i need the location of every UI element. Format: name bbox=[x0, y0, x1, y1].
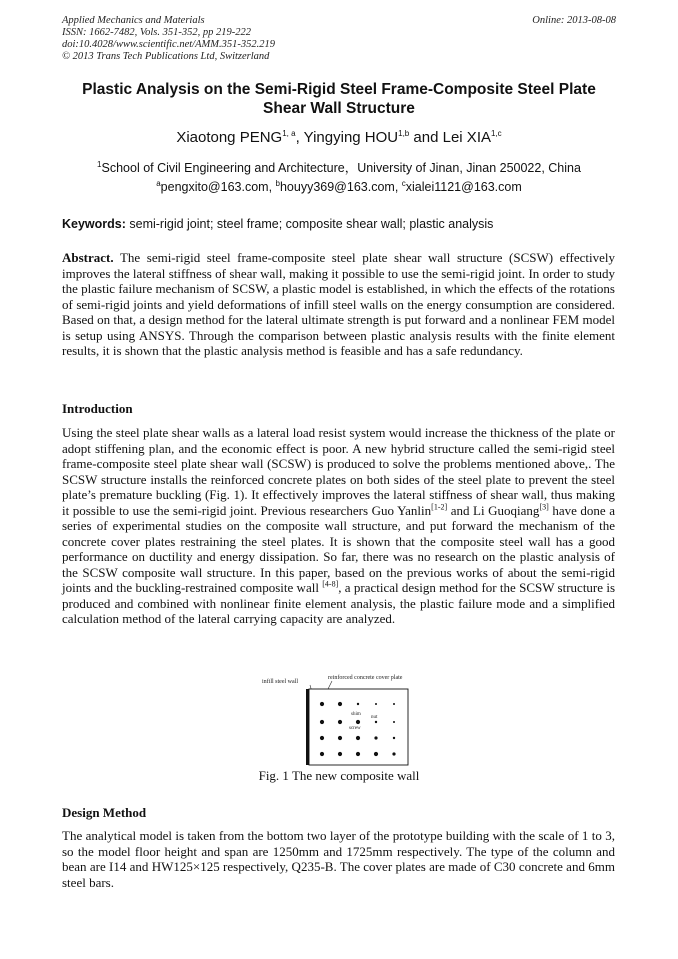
author-separator: , bbox=[295, 129, 304, 146]
author-list bbox=[62, 129, 616, 146]
email-mark: a bbox=[156, 178, 161, 188]
figure-label-screw: screw bbox=[349, 726, 361, 731]
abstract bbox=[62, 250, 615, 359]
intro-part-4: , a practical design method for the SCSW structure is produced and combined with nonlinear finite element analysis, the plastic failure mode and a simplified calculation method of the lateral carrying capacity are analyzed. bbox=[62, 580, 616, 626]
journal-name: Applied Mechanics and Materials bbox=[62, 15, 205, 26]
section-heading-design-method: Design Method bbox=[62, 805, 147, 820]
author-name: Yingying HOU bbox=[303, 129, 399, 146]
figure-label-cover: reinforced concrete cover plate bbox=[328, 675, 403, 681]
composite-wall-figure bbox=[262, 674, 422, 770]
infill-steel-wall bbox=[306, 689, 309, 765]
introduction-text bbox=[62, 425, 615, 627]
doi-line: doi:10.4028/www.scientific.net/AMM.351-352.219 bbox=[62, 39, 275, 50]
email-mark: c bbox=[401, 178, 406, 188]
leader-line bbox=[328, 681, 332, 689]
figure-caption: Fig. 1 The new composite wall bbox=[258, 768, 420, 783]
keywords-text: semi-rigid joint; steel frame; composite shear wall; plastic analysis bbox=[125, 217, 494, 231]
intro-part-3: have done a series of experimental studies on the composite wall structure, and put forward the mechanism of the concrete cover plates restraining the steel plates. It is shown that the composite steel wall has a good performance on ductility and energy dissipation. So far, there was no research on the plastic analysis of the SCSW composite wall structure. In this paper, based on the previous works of about the semi-rigid joints and the buckling-restrained composite wall bbox=[62, 502, 616, 595]
affiliation-mark: 1 bbox=[97, 159, 102, 169]
email-address[interactable]: houyy369@163.com, bbox=[279, 180, 402, 194]
affiliation-text: School of Civil Engineering and Architecture，University of Jinan, Jinan 250022, China bbox=[101, 161, 581, 175]
online-date: Online: 2013-08-08 bbox=[532, 15, 616, 26]
author-affil-mark: 1, a bbox=[282, 129, 296, 138]
author-and: and bbox=[409, 129, 443, 146]
figure-label-nut: nut bbox=[371, 715, 378, 720]
section-heading-introduction: Introduction bbox=[62, 401, 133, 416]
citation[interactable]: [3] bbox=[539, 502, 549, 512]
email-mark: b bbox=[275, 178, 280, 188]
figure-label-infill: infill steel wall bbox=[262, 679, 298, 685]
author-name: Lei XIA bbox=[442, 129, 491, 146]
email-address[interactable]: pengxito@163.com, bbox=[160, 180, 276, 194]
paper-title: Plastic Analysis on the Semi-Rigid Steel Frame-Composite Steel Plate Shear Wall Structure bbox=[82, 81, 596, 117]
author-name: Xiaotong PENG bbox=[176, 129, 283, 146]
author-affil-mark: 1,c bbox=[491, 129, 502, 138]
keywords-label: Keywords: bbox=[62, 217, 126, 231]
design-method-text: The analytical model is taken from the bottom two layer of the prototype building with the scale of 1 to 3, so the model floor height and span are 1250mm and 1725mm respectively. The type of the column and bean are I14 and HW125×125 respectively, Q235-B. The cover plates are made of C30 concrete and 6mm steel bars. bbox=[62, 828, 615, 890]
email-address[interactable]: xialei1121@163.com bbox=[405, 180, 522, 194]
abstract-label: Abstract. bbox=[62, 250, 114, 265]
issn-line: ISSN: 1662-7482, Vols. 351-352, pp 219-222 bbox=[62, 27, 251, 38]
email-list bbox=[62, 180, 616, 194]
figure-label-shim: shim bbox=[351, 712, 361, 717]
copyright-line: © 2013 Trans Tech Publications Ltd, Switzerland bbox=[62, 51, 270, 62]
citation[interactable]: [4-8] bbox=[322, 579, 339, 589]
author-affil-mark: 1,b bbox=[398, 129, 410, 138]
citation[interactable]: [1-2] bbox=[431, 502, 448, 512]
intro-part-2: and Li Guoqiang bbox=[447, 502, 540, 518]
intro-part-1: Using the steel plate shear walls as a lateral load resist system would increase the thickness of the plate or adopt stiffening plan, and the economic effect is poor. A new hybrid structure called the semi-rigid steel frame-composite steel plate shear wall (SCSW) is produced to solve the problems mentioned above,. The SCSW structure installs the reinforced concrete plates on both sides of the steel plate to prevent the steel plate’s premature buckling (Fig. 1). It effectively improves the lateral stiffness of shear wall, thus making it possible to use the semi-rigid joint. Previous researchers Guo Yanlin bbox=[62, 425, 615, 518]
affiliation bbox=[62, 158, 616, 176]
abstract-text: The semi-rigid steel frame-composite steel plate shear wall structure (SCSW) effectively improves the lateral stiffness of shear wall, making it possible to use the semi-rigid joint. In order to study the plastic failure mechanism of SCSW, a plastic model is established, in which the effects of the rotations of semi-rigid joints and yield deformations of infill steel walls on the energy consumption are considered. Based on that, a design method for the lateral ultimate strength is put forward and a nonlinear FEM model is setup using ANSYS. Through the comparison between plastic analysis results with the finite element results, it is shown that the plastic analysis method is feasible and has a safe redundancy. bbox=[62, 250, 615, 358]
keywords bbox=[62, 217, 616, 231]
